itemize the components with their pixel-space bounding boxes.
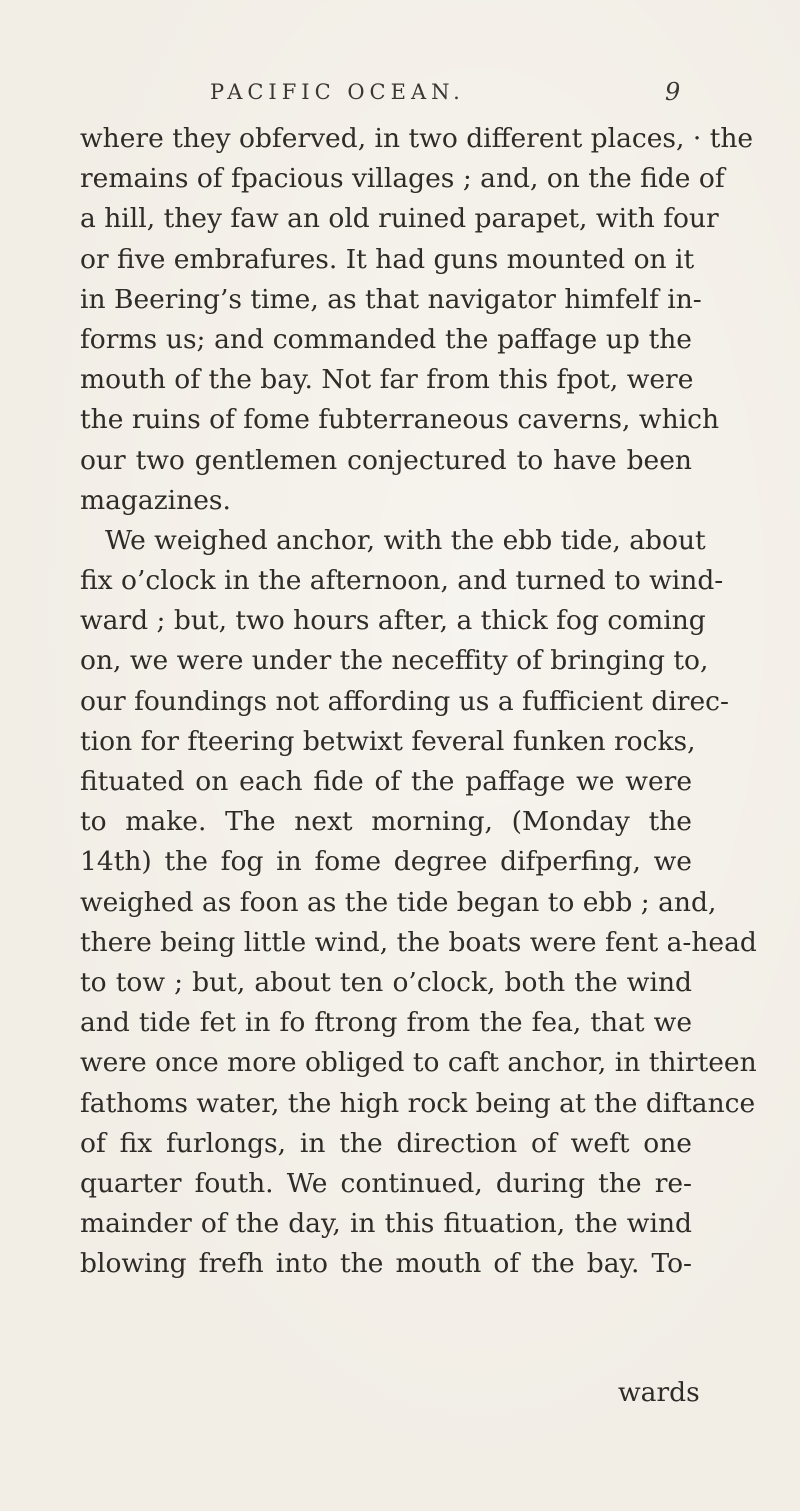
text-line: and tide fet in fo ftrong from the fea, that we xyxy=(80,1007,692,1039)
text-line: in Beering’s time, as that navigator himfelf in- xyxy=(80,283,702,315)
text-line: a hill, they faw an old ruined parapet, with four xyxy=(80,203,719,235)
text-line: blowing frefh into the mouth of the bay. To- xyxy=(80,1248,692,1280)
text-line: quarter fouth. We continued, during the re- xyxy=(80,1167,692,1199)
text-line: our two gentlemen conjectured to have been xyxy=(80,444,692,476)
catchword: wards xyxy=(618,1377,700,1408)
running-title: PACIFIC OCEAN. xyxy=(210,80,465,104)
text-line-paragraph-start: We weighed anchor, with the ebb tide, about xyxy=(105,524,706,556)
page-number: 9 xyxy=(665,78,681,106)
text-line: our foundings not affording us a fufficient direc- xyxy=(80,685,729,717)
text-line: of fix furlongs, in the direction of weft one xyxy=(80,1127,692,1159)
text-line: forms us; and commanded the paffage up the xyxy=(80,323,692,355)
text-line: the ruins of fome fubterraneous caverns, which xyxy=(80,404,720,436)
text-line: mouth of the bay. Not far from this fpot, were xyxy=(80,364,694,396)
text-line: mainder of the day, in this fituation, the wind xyxy=(80,1208,692,1240)
text-line: weighed as foon as the tide began to ebb ; and, xyxy=(80,886,717,918)
text-line-paragraph-end: magazines. xyxy=(80,484,231,516)
text-line: where they obferved, in two different places, · the xyxy=(80,123,754,154)
text-line: were once more obliged to caft anchor, in thirteen xyxy=(80,1047,757,1079)
text-line: fituated on each fide of the paffage we were xyxy=(80,766,692,797)
text-line: to make. The next morning, (Monday the xyxy=(80,806,692,838)
body-text xyxy=(80,119,757,1284)
text-line: or five embrafures. It had guns mounted on it xyxy=(80,243,695,275)
text-line: fix o’clock in the afternoon, and turned to wind- xyxy=(80,565,724,597)
text-line: there being little wind, the boats were fent a-head xyxy=(80,926,757,958)
text-line: ward ; but, two hours after, a thick fog coming xyxy=(80,605,706,637)
text-line: to tow ; but, about ten o’clock, both the wind xyxy=(80,966,692,998)
text-line: on, we were under the neceffity of bringing to, xyxy=(80,645,709,677)
text-line: fathoms water, the high rock being at the diftance xyxy=(80,1087,756,1119)
text-line: tion for fteering betwixt feveral funken rocks, xyxy=(80,725,696,757)
text-line: remains of fpacious villages ; and, on the fide of xyxy=(80,163,725,195)
text-line: 14th) the fog in fome degree difperfing, we xyxy=(80,846,692,878)
